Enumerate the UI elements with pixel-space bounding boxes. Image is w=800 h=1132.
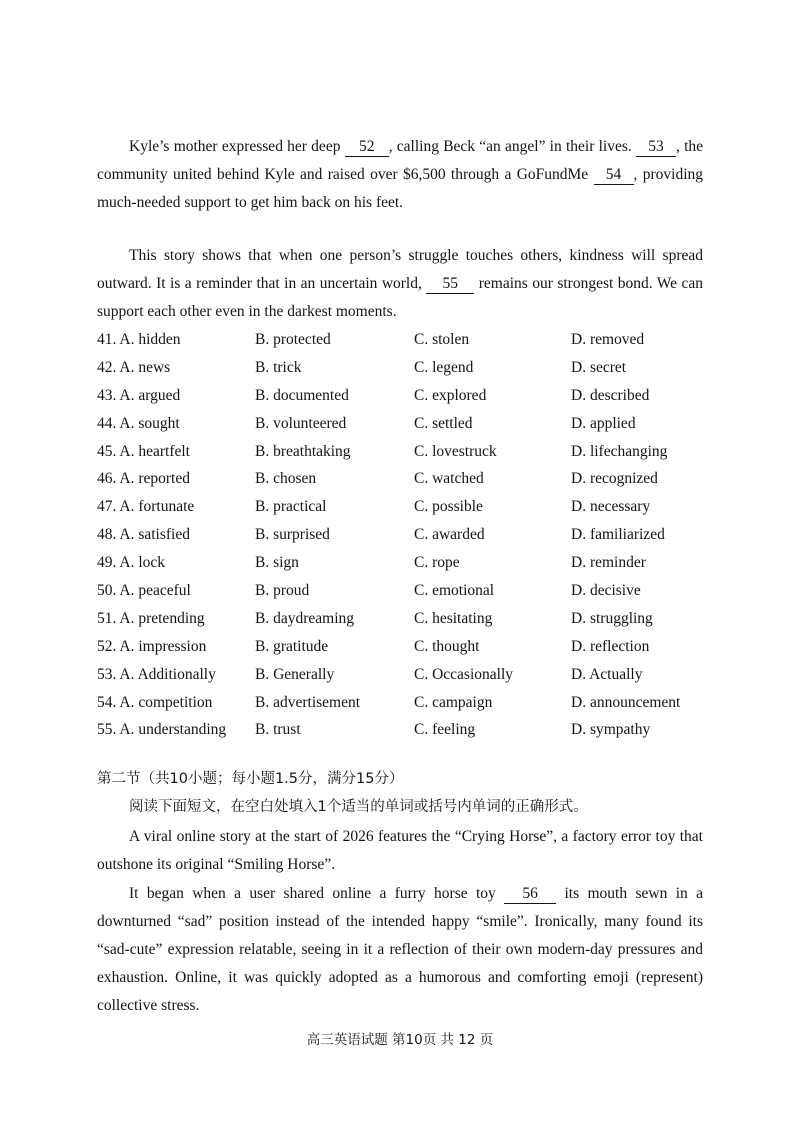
option-row: 46. A. reported B. chosen C. watched D. recognized	[97, 470, 658, 488]
blank-52: 52	[345, 138, 389, 157]
option-row: 41. A. hidden B. protected C. stolen D. removed	[97, 331, 645, 348]
option-row: 47. A. fortunate B. practical C. possible D. necessary	[97, 498, 651, 516]
section-instruction: 阅读下面短文，在空白处填入1个适当的单词或括号内单词的正确形式。	[129, 799, 588, 815]
blank-55: 55	[426, 275, 474, 294]
passage-paragraph-2: This story shows that when one person’s struggle touches others, kindness will spread outward. It is a reminder that in an uncertain world, 55 remains our strongest bond. We can support each other even in the darkest moments.	[97, 247, 703, 320]
option-row: 50. A. peaceful B. proud C. emotional D. decisive	[97, 582, 641, 600]
option-row: 45. A. heartfelt B. breathtaking C. lovestruck D. lifechanging	[97, 442, 668, 460]
option-row: 51. A. pretending B. daydreaming C. hesitating D. struggling	[97, 609, 653, 627]
option-row: 43. A. argued B. documented C. explored D. described	[97, 386, 650, 404]
option-row: 52. A. impression B. gratitude C. thought D. reflection	[97, 637, 650, 655]
option-row: 49. A. lock B. sign C. rope D. reminder	[97, 554, 646, 572]
option-row: 55. A. understanding B. trust C. feeling D. sympathy	[97, 721, 651, 739]
option-row: 42. A. news B. trick C. legend D. secret	[97, 358, 627, 376]
option-row: 48. A. satisfied B. surprised C. awarded D. familiarized	[97, 526, 665, 544]
section2-paragraph-1: A viral online story at the start of 2026 features the “Crying Horse”, a factory error toy that outshone its original “Smiling Horse”.	[97, 828, 703, 873]
page-footer: 高三英语试题 第10页 共 12 页	[306, 1032, 494, 1048]
option-row: 44. A. sought B. volunteered C. settled D. applied	[97, 414, 636, 432]
section2-paragraph-2: It began when a user shared online a furry horse toy 56 its mouth sewn in a downturned “sad” position instead of the intended happy “smile”. Ironically, many found its “sad-cute” expression relatable, seeing in it a reflection of their own modern-day pressures and exhaustion. Online, it was quickly adopted as a humorous and comforting emoji (represent) collective stress.	[97, 885, 703, 1014]
blank-56: 56	[504, 885, 556, 904]
option-row: 53. A. Additionally B. Generally C. Occasionally D. Actually	[97, 665, 643, 683]
option-row: 54. A. competition B. advertisement C. campaign D. announcement	[97, 693, 681, 711]
section-heading: 第二节（共10小题；每小题1.5分，满分15分）	[97, 771, 404, 787]
passage-paragraph-1: Kyle’s mother expressed her deep 52 , calling Beck “an angel” in their lives. 53 , the community united behind Kyle and raised over $6,500 through a GoFundMe 54 , providing much-needed support to get him back on his feet.	[97, 138, 704, 211]
blank-53: 53	[636, 138, 676, 157]
options-table	[97, 326, 737, 744]
blank-54: 54	[594, 166, 634, 185]
